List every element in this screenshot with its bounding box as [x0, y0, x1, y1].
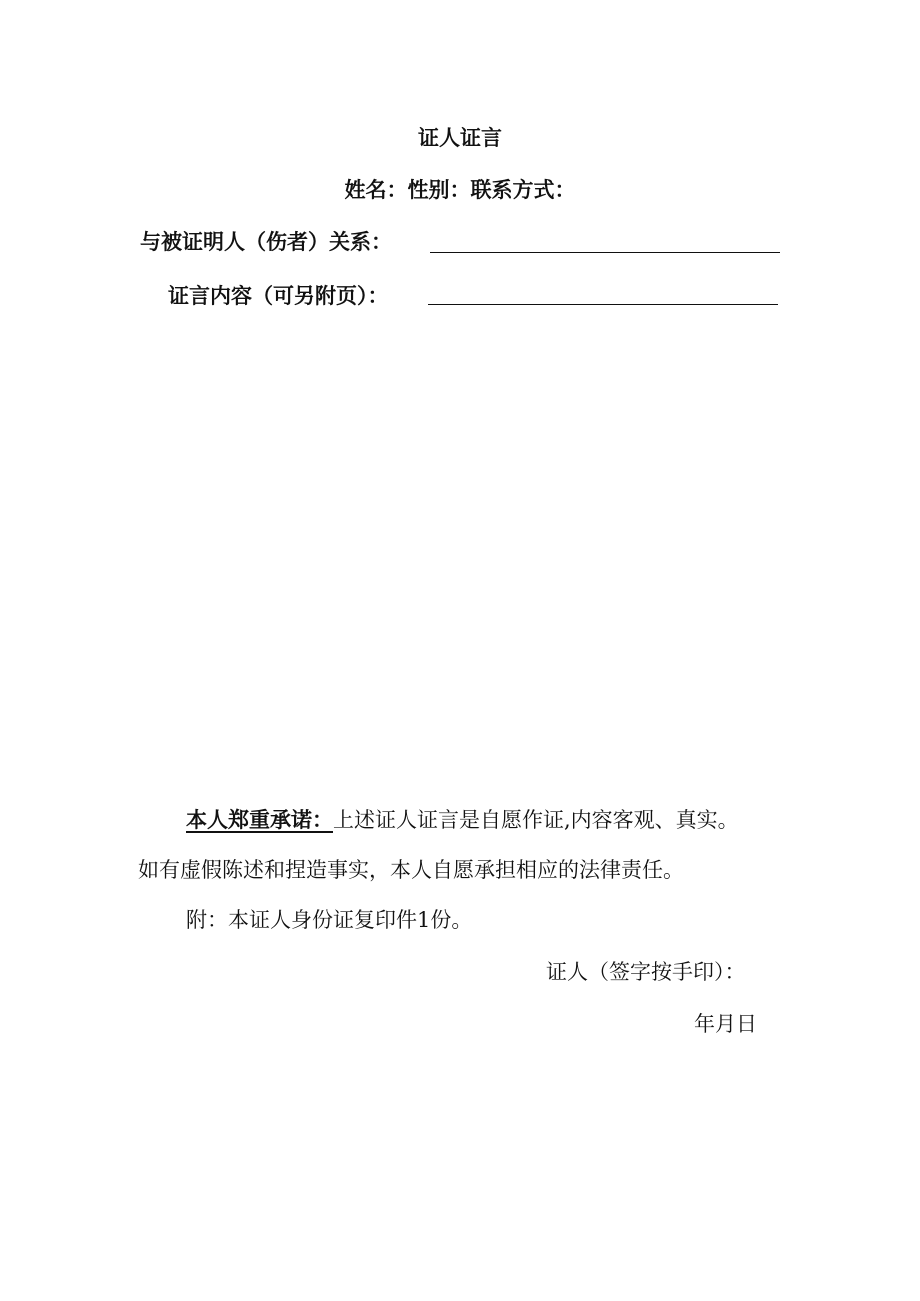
relation-row — [140, 228, 392, 256]
content-label: 证言内容（可另附页）： — [168, 284, 389, 308]
content-row — [168, 282, 389, 310]
info-line: 姓名：性别：联系方式： — [344, 178, 576, 202]
pledge-line-2: 如有虚假陈述和捏造事实，本人自愿承担相应的法律责任。 — [138, 858, 684, 882]
signature-label: 证人（签字按手印）： — [546, 960, 746, 984]
relation-blank[interactable] — [430, 230, 780, 253]
document-title: 证人证言 — [418, 126, 502, 150]
pledge-lead: 本人郑重承诺： — [186, 808, 333, 832]
pledge-text-1: 上述证人证言是自愿作证,内容客观、真实。 — [333, 808, 739, 832]
relation-label: 与被证明人（伤者）关系： — [140, 230, 392, 254]
pledge-line-1 — [186, 806, 739, 834]
date-label: 年月日 — [694, 1012, 757, 1036]
content-blank[interactable] — [428, 282, 778, 305]
attachment-line: 附：本证人身份证复印件1份。 — [186, 908, 473, 932]
